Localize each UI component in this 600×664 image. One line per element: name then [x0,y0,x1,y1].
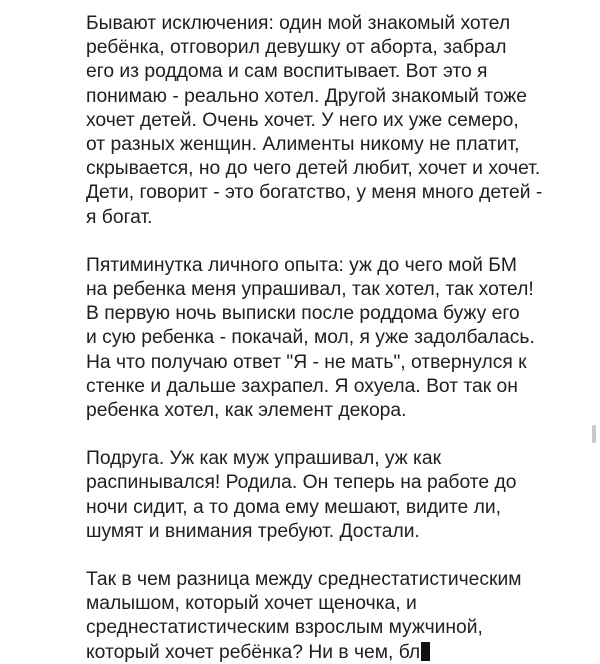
text-line: на ребенка меня упрашивал, так хотел, так хотел! [86,279,534,301]
paragraph-conclusion [86,568,586,664]
last-text-line [86,641,586,664]
text-line: На что получаю ответ "Я - не мать", отвернулся к [86,351,527,373]
text-line: ребенка хотел, как элемент декора. [86,400,407,422]
text-line: Дети, говорит - это богатство, у меня много детей - [86,182,543,204]
text-line: понимаю - реально хотел. Другой знакомый тоже [86,85,527,107]
text-line: среднестатистическим взрослым мужчиной, [86,617,483,639]
text-line: стенке и дальше захрапел. Я охуела. Вот так он [86,375,518,397]
text-line: ребёнка, отговорил девушку от аборта, забрал [86,37,507,59]
text-line-content: который хочет ребёнка? Ни в чем, бл [86,641,421,663]
text-cursor [421,642,430,661]
text-line: малышом, который хочет щеночка, и [86,593,417,615]
text-line: от разных женщин. Алименты никому не платит, [86,134,520,156]
text-line: хочет детей. Очень хочет. У него их уже семеро, [86,109,519,131]
paragraph-personal-experience [86,254,586,423]
text-line: Бывают исключения: один мой знакомый хотел [86,13,511,34]
text-line: Так в чем разница между среднестатистическим [86,569,522,591]
text-line: Подруга. Уж как муж упрашивал, уж как [86,448,442,470]
paragraph-friend [86,447,586,544]
text-line: ночи сидит, а то дома ему мешают, видите ли, [86,496,501,518]
text-line: распинывался! Родила. Он теперь на работе до [86,472,517,494]
text-line: я богат. [86,206,153,228]
text-line: и сую ребенка - покачай, мол, я уже задолбалась. [86,327,535,349]
post-text [86,12,586,664]
text-line: скрывается, но до чего детей любит, хочет и хочет. [86,158,541,180]
text-line: Пятиминутка личного опыта: уж до чего мой БМ [86,254,517,276]
scrollbar-thumb[interactable] [592,425,596,443]
text-line: шумят и внимания требуют. Достали. [86,520,420,542]
text-line: его из роддома и сам воспитывает. Вот это я [86,61,488,83]
text-line: В первую ночь выписки после роддома бужу его [86,303,520,325]
paragraph-exceptions [86,12,586,230]
